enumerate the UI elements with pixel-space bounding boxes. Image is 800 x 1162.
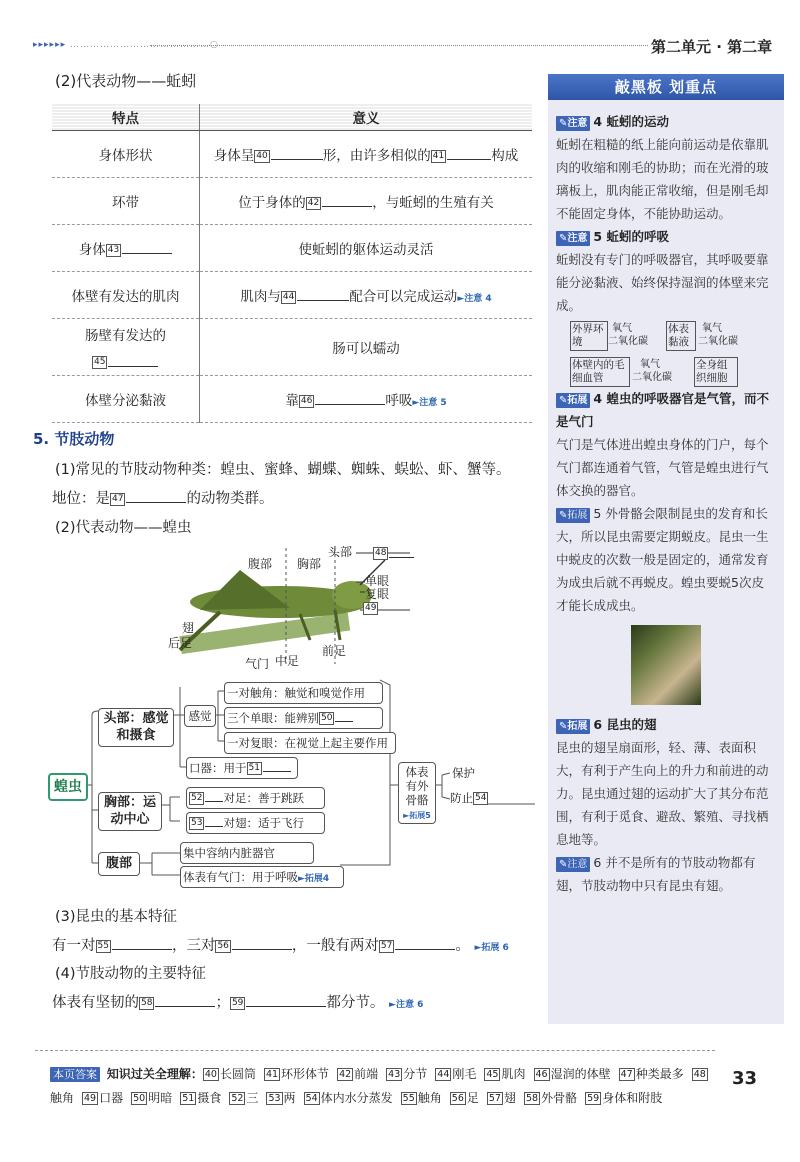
answer-item: 46 湿润的体壁 (535, 1067, 611, 1081)
map-spiracles: 体表有气门：用于呼吸►拓展4 (180, 866, 344, 888)
answer-item: 58 外骨骼 (526, 1091, 578, 1105)
earthworm-table (52, 104, 532, 423)
sidebar: 敲黑板 划重点 ✎注意 4 蚯蚓的运动 蚯蚓在粗糙的纸上能向前运动是依靠肌肉的收缩和刚毛的协助；而在光滑的玻璃板上，肌肉能正常收缩，但是刚毛却不能固定身体，不能协助运动。 ✎注意 5 蚯蚓的呼吸 蚯蚓没有专门的呼吸器官，其呼吸要靠能分泌黏液、始终保持湿润的体壁来完成。 外界环境 氧气 二氧化碳 体表黏液 氧气 二氧化碳 体壁内的毛细血管 氧气 二氧化碳 全身组织细胞 ✎拓展 4 蝗虫的呼吸器官是气管，而不是气门 气门是气体进出蝗虫身体的门户，每个气门都连通着气管，气管是蝗虫进行气体交换的器官。 ✎拓展 5 外骨骼会限制昆虫的发育和长大，所以昆虫需要定期蜕皮。昆虫一生中蜕皮的次数一般是固定的，通常发育为成虫后就不再蜕皮。蝗虫要蜕5次皮才能长成成虫。 ✎拓展 6 昆虫的翅 昆虫的翅呈扇面形，轻、薄、表面积大，有利于产生向上的升力和前进的动力。昆虫通过翅的运动扩大了其分布范围，有利于觅食、避敌、繁殖、寻找栖息地等。 ✎注意 6 并不是所有的节肢动物都有翅，节肢动物中只有昆虫有翅。 (548, 74, 784, 1024)
map-ocelli: 三个单眼：能辨别 50 (224, 707, 383, 729)
table-header (52, 104, 532, 131)
earthworm-heading: (2)代表动物——蚯蚓 (55, 72, 197, 90)
label-head: 头部 (328, 545, 353, 559)
label-thorax: 胸部 (297, 557, 322, 571)
blank-49: 49 (365, 603, 377, 613)
map-exoskeleton: 体表有外骨骼 ►拓展5 (398, 762, 436, 824)
answer-item: 42 前端 (339, 1067, 379, 1081)
map-organs: 集中容纳内脏器官 (180, 842, 314, 864)
note-text: 气门是气体进出蝗虫身体的门户，每个气门都连通着气管，气管是蝗虫进行气体交换的器官。 (556, 437, 769, 498)
table-row: 体壁有发达的肌肉 肌肉与 44 配合可以完成运动►注意 4 (52, 272, 532, 319)
paragraph: 有一对 55 ，三对 56 ，一般有两对 57 。 ►拓展 6 (52, 934, 509, 955)
map-mouth: 口器：用于 51 (186, 757, 298, 779)
expand-tag: ✎拓展 (556, 719, 590, 734)
answer-item: 55 触角 (402, 1091, 442, 1105)
map-abdomen: 腹部 (98, 852, 140, 876)
map-prevent: 防止 54 (450, 791, 487, 805)
answer-label: 本页答案 (50, 1067, 100, 1082)
paragraph: (2)代表动物——蝗虫 (55, 520, 192, 536)
answer-box (50, 1062, 715, 1110)
note-text: 蚯蚓在粗糙的纸上能向前运动是依靠肌肉的收缩和刚毛的协助；而在光滑的玻璃板上，肌肉能正常收缩，但是刚毛却不能固定身体，不能协助运动。 (556, 137, 769, 221)
expand-tag: ✎拓展 (556, 508, 590, 523)
molting-photo (631, 625, 701, 705)
map-thorax: 胸部：运动中心 (98, 792, 162, 831)
paragraph: 地位：是 47 的动物类群。 (52, 487, 273, 508)
paragraph: (1)常见的节肢动物种类：蝗虫、蜜蜂、蝴蝶、蜘蛛、蜈蚣、虾、蟹等。 (55, 462, 511, 478)
answer-item: 52 三 (231, 1091, 259, 1105)
answer-item: 53 两 (268, 1091, 296, 1105)
note-text: 昆虫的翅呈扇面形，轻、薄、表面积大，有利于产生向上的升力和前进的动力。昆虫通过翅的运动扩大了其分布范围，有利于觅食、避敌、繁殖、寻找栖息地等。 (556, 740, 769, 847)
label-compound-eye: 复眼 (365, 587, 390, 601)
respiration-diagram: 外界环境 氧气 二氧化碳 体表黏液 氧气 二氧化碳 体壁内的毛细血管 氧气 二氧化碳 全身组织细胞 (570, 321, 776, 385)
label-simple-eye: 单眼 (365, 574, 390, 588)
note-tag: ✎注意 (556, 857, 590, 872)
blank-48: 48 (373, 543, 414, 562)
map-eyes: 一对复眼：在视觉上起主要作用 (224, 732, 396, 754)
paragraph: 体表有坚韧的 58 ； 59 都分节。 ►注意 6 (52, 991, 423, 1012)
answer-item: 50 明暗 (133, 1091, 173, 1105)
map-sense: 感觉 (184, 705, 216, 727)
answer-item: 40 长圆筒 (204, 1067, 256, 1081)
label-wing: 翅 (182, 621, 195, 635)
answer-item: 54 体内水分蒸发 (305, 1091, 393, 1105)
answer-item: 43 分节 (388, 1067, 428, 1081)
table-row: 身体形状 身体呈 40 形，由许多相似的 41 构成 (52, 131, 532, 178)
map-protect: 保护 (452, 766, 475, 780)
chapter-title: 第二单元 · 第二章 (651, 38, 773, 56)
label-middle-leg: 中足 (275, 654, 300, 668)
header-dots: ▸▸▸▸▸▸ ……………………………………○ (33, 40, 219, 50)
map-antenna: 一对触角：触觉和嗅觉作用 (224, 682, 383, 704)
page-number: 33 (732, 1068, 758, 1089)
answer-item: 41 环形体节 (265, 1067, 330, 1081)
map-wings: 53 对翅：适于飞行 (186, 812, 325, 834)
note-tag: ✎注意 (556, 231, 590, 246)
label-spiracle: 气门 (245, 657, 270, 671)
sidebar-banner: 敲黑板 划重点 (548, 74, 784, 100)
table-row: 肠壁有发达的 45 肠可以蠕动 (52, 319, 532, 376)
note-text: 蚯蚓没有专门的呼吸器官，其呼吸要靠能分泌黏液、始终保持湿润的体壁来完成。 (556, 252, 769, 313)
paragraph: (3)昆虫的基本特征 (55, 909, 178, 925)
table-row: 身体 43 使蚯蚓的躯体运动灵活 (52, 225, 532, 272)
col-feature: 特点 (52, 104, 200, 131)
table-row: 体壁分泌黏液 靠 46 呼吸►注意 5 (52, 376, 532, 423)
label-hind-leg: 后足 (168, 636, 193, 650)
answer-item: 48触角 (50, 1069, 706, 1105)
answer-item: 49 口器 (84, 1091, 124, 1105)
map-root: 蝗虫 (48, 773, 88, 801)
expand-tag: ✎拓展 (556, 393, 590, 408)
answers-divider (35, 1050, 715, 1051)
map-legs: 52 对足：善于跳跃 (186, 787, 325, 809)
label-abdomen: 腹部 (248, 557, 273, 571)
col-meaning: 意义 (200, 104, 533, 131)
answer-intro: 知识过关全理解： (106, 1067, 203, 1081)
note-tag: ✎注意 (556, 116, 590, 131)
answer-item: 45 肌肉 (486, 1067, 526, 1081)
header-line (150, 45, 648, 46)
answer-item: 56 足 (451, 1091, 479, 1105)
section-title: 5. 节肢动物 (33, 430, 115, 448)
answer-item: 51 摄食 (182, 1091, 222, 1105)
answer-item: 59 身体和附肢 (587, 1091, 663, 1105)
answer-item: 47 种类最多 (620, 1067, 684, 1081)
label-fore-leg: 前足 (322, 644, 347, 658)
answer-item: 44 刚毛 (437, 1067, 477, 1081)
map-head: 头部：感觉和摄食 (98, 708, 174, 747)
answer-item: 57 翅 (488, 1091, 516, 1105)
paragraph: (4)节肢动物的主要特征 (55, 966, 207, 982)
table-row: 环带 位于身体的 42 ，与蚯蚓的生殖有关 (52, 178, 532, 225)
